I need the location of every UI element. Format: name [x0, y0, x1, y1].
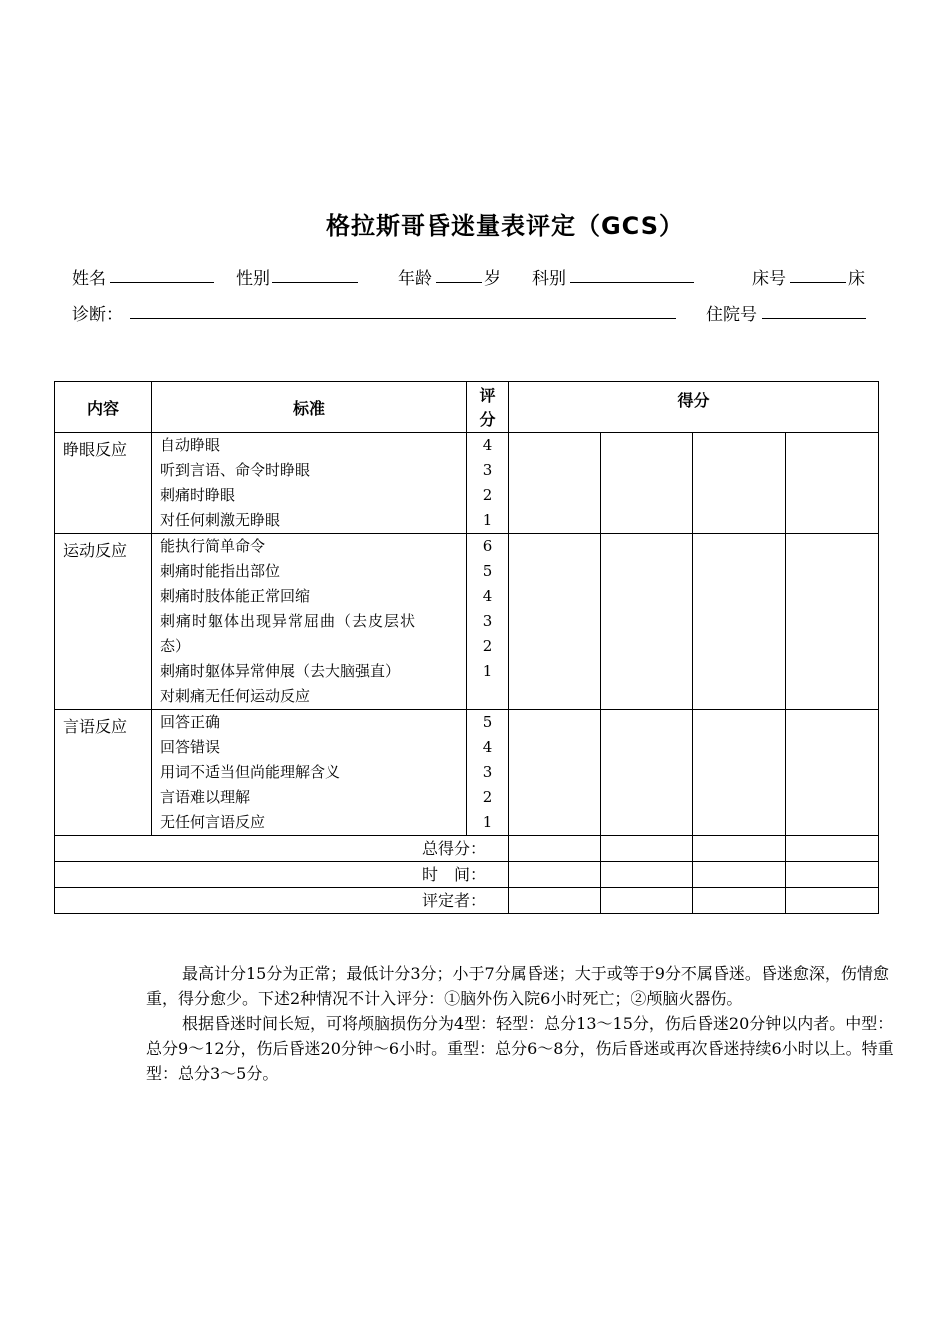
total-score-cell-4[interactable]: [786, 836, 879, 862]
total-score-cell-2[interactable]: [601, 836, 693, 862]
note-paragraph-1: 最高计分15分为正常；最低计分3分；小于7分属昏迷；大于或等于9分不属昏迷。昏迷愈深，伤情愈重，得分愈少。下述2种情况不计入评分：①脑外伤入院6小时死亡；②颅脑火器伤。: [146, 964, 889, 1008]
time-cell-1[interactable]: [509, 862, 601, 888]
criteria-line: 刺痛时能指出部位: [160, 562, 281, 580]
admission-field[interactable]: [762, 300, 866, 319]
score-value: 3: [482, 612, 493, 630]
criteria-line: 刺痛时躯体异常伸展（去大脑强直）: [160, 662, 401, 680]
criteria-verbal: [152, 710, 467, 836]
criteria-line: 自动睁眼: [160, 436, 221, 454]
category-verbal: 言语反应: [55, 710, 152, 836]
time-cell-4[interactable]: [786, 862, 879, 888]
criteria-line: 刺痛时肢体能正常回缩: [160, 587, 311, 605]
verbal-score-cell-3[interactable]: [693, 710, 786, 836]
motor-score-cell-1[interactable]: [509, 534, 601, 710]
eye-score-cell-3[interactable]: [693, 433, 786, 534]
diagnosis-label: 诊断：: [72, 305, 123, 325]
bed-field[interactable]: [790, 264, 846, 283]
motor-score-cell-4[interactable]: [786, 534, 879, 710]
header-criteria: 标准: [152, 382, 467, 433]
motor-score-cell-3[interactable]: [693, 534, 786, 710]
age-field[interactable]: [436, 264, 482, 283]
bed-unit: 床: [848, 269, 865, 289]
score-value: 6: [482, 537, 493, 555]
rater-cell-2[interactable]: [601, 888, 693, 914]
gender-label: 性别: [236, 269, 270, 289]
criteria-line: 言语难以理解: [160, 788, 251, 806]
category-motor: 运动反应: [55, 534, 152, 710]
criteria-line: 对任何刺激无睁眼: [160, 511, 281, 529]
score-value: 4: [482, 738, 493, 756]
eye-score-cell-2[interactable]: [601, 433, 693, 534]
age-unit: 岁: [484, 269, 501, 289]
score-value: 2: [482, 637, 493, 655]
category-eye: 睁眼反应: [55, 433, 152, 534]
motor-score-cell-2[interactable]: [601, 534, 693, 710]
criteria-line: 回答错误: [160, 738, 221, 756]
criteria-motor: [152, 534, 467, 710]
diagnosis-field[interactable]: [130, 300, 676, 319]
rater-cell-3[interactable]: [693, 888, 786, 914]
score-value: 5: [482, 713, 493, 731]
rater-cell-4[interactable]: [786, 888, 879, 914]
page-title: 格拉斯哥昏迷量表评定（GCS）: [325, 212, 685, 240]
score-value: 5: [482, 562, 493, 580]
header-obtained: 得分: [509, 382, 879, 433]
gender-field[interactable]: [272, 264, 358, 283]
time-label: 时 间：: [55, 862, 509, 888]
total-score-label: 总得分：: [55, 836, 509, 862]
criteria-line: 用词不适当但尚能理解含义: [160, 763, 341, 781]
score-value: 4: [482, 587, 493, 605]
bed-label: 床号: [752, 269, 786, 289]
gcs-table: [54, 381, 879, 914]
score-value: 2: [482, 486, 493, 504]
score-value: 4: [482, 436, 493, 454]
score-value: 1: [482, 511, 493, 529]
score-value: 1: [482, 662, 493, 680]
criteria-line: 能执行简单命令: [160, 537, 266, 555]
verbal-score-cell-4[interactable]: [786, 710, 879, 836]
header-score-2: 分: [479, 410, 496, 429]
header-score-1: 评: [479, 386, 496, 405]
name-label: 姓名: [72, 269, 106, 289]
criteria-line: 刺痛时睁眼: [160, 486, 236, 504]
header-content: 内容: [55, 382, 152, 433]
dept-field[interactable]: [570, 264, 694, 283]
header-score: [467, 382, 509, 433]
criteria-line: 对刺痛无任何运动反应: [160, 687, 311, 705]
eye-score-cell-1[interactable]: [509, 433, 601, 534]
score-value: 1: [482, 813, 493, 831]
score-value: 3: [482, 461, 493, 479]
criteria-line: 无任何言语反应: [160, 813, 266, 831]
criteria-line: 听到言语、命令时睁眼: [160, 461, 311, 479]
criteria-eye: [152, 433, 467, 534]
dept-label: 科别: [532, 269, 566, 289]
scores-verbal: [467, 710, 509, 836]
criteria-line: 刺痛时躯体出现异常屈曲（去皮层状: [160, 612, 417, 630]
note-paragraph-2: 根据昏迷时间长短，可将颅脑损伤分为4型：轻型：总分13～15分，伤后昏迷20分钟以内者。中型：总分9～12分，伤后昏迷20分钟～6小时。重型：总分6～8分，伤后昏迷或再次昏迷持续6小时以上。特重型：总分3～5分。: [146, 1014, 894, 1083]
score-value: 2: [482, 788, 493, 806]
score-value: 3: [482, 763, 493, 781]
time-cell-3[interactable]: [693, 862, 786, 888]
name-field[interactable]: [110, 264, 214, 283]
criteria-line: 态）: [160, 637, 191, 655]
verbal-score-cell-2[interactable]: [601, 710, 693, 836]
time-cell-2[interactable]: [601, 862, 693, 888]
admission-label: 住院号: [706, 305, 757, 325]
total-score-cell-1[interactable]: [509, 836, 601, 862]
scores-motor: [467, 534, 509, 710]
age-label: 年龄: [398, 269, 432, 289]
notes-section: [146, 961, 896, 1086]
rater-cell-1[interactable]: [509, 888, 601, 914]
verbal-score-cell-1[interactable]: [509, 710, 601, 836]
criteria-line: 回答正确: [160, 713, 221, 731]
eye-score-cell-4[interactable]: [786, 433, 879, 534]
scores-eye: [467, 433, 509, 534]
total-score-cell-3[interactable]: [693, 836, 786, 862]
rater-label: 评定者：: [55, 888, 509, 914]
